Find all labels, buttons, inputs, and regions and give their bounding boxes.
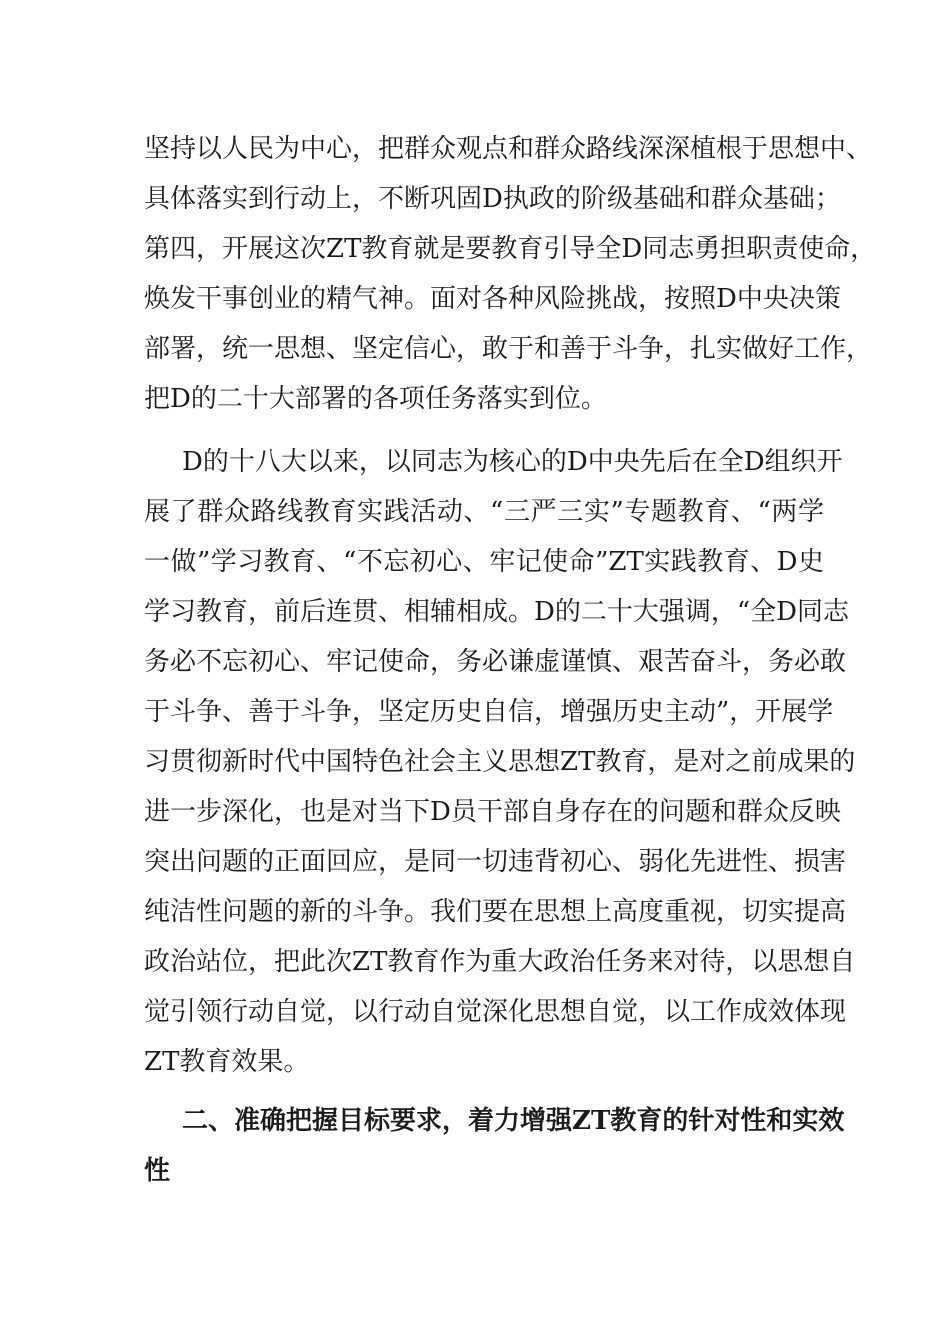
paragraph-line: 习贯彻新时代中国特色社会主义思想ZT教育，是对之前成果的 bbox=[144, 747, 856, 777]
paragraph-line: 务必不忘初心、牢记使命，务必谦虚谨慎、艰苦奋斗，务必敢 bbox=[144, 647, 847, 677]
paragraph-line: 第四，开展这次ZT教育就是要教育引导全D同志勇担职责使命， bbox=[144, 234, 877, 264]
paragraph-line: 突出问题的正面回应，是同一切违背初心、弱化先进性、损害 bbox=[144, 847, 847, 877]
paragraph-line: 具体落实到行动上，不断巩固D执政的阶级基础和群众基础； bbox=[144, 184, 841, 214]
heading-line: 二、准确把握目标要求，着力增强ZT教育的针对性和实效 bbox=[182, 1106, 845, 1136]
paragraph-line: 于斗争、善于斗争，坚定历史自信，增强历史主动”，开展学 bbox=[144, 697, 834, 727]
paragraph-line: ZT教育效果。 bbox=[144, 1047, 310, 1077]
heading-line: 性 bbox=[144, 1156, 171, 1186]
paragraph-line: 纯洁性问题的新的斗争。我们要在思想上高度重视，切实提高 bbox=[144, 897, 847, 927]
paragraph-line: 坚持以人民为中心，把群众观点和群众路线深深植根于思想中、 bbox=[144, 134, 873, 164]
paragraph-line: 展了群众路线教育实践活动、“三严三实”专题教育、“两学 bbox=[144, 497, 824, 527]
paragraph-line: 觉引领行动自觉，以行动自觉深化思想自觉，以工作成效体现 bbox=[144, 997, 847, 1027]
section-heading bbox=[144, 1096, 845, 1196]
paragraph-line: 进一步深化，也是对当下D员干部自身存在的问题和群众反映 bbox=[144, 797, 841, 827]
paragraph-2 bbox=[144, 437, 856, 1087]
paragraph-line: 把D的二十大部署的各项任务落实到位。 bbox=[144, 384, 607, 414]
paragraph-line: 学习教育，前后连贯、相辅相成。D的二十大强调，“全D同志 bbox=[144, 597, 849, 627]
paragraph-line: 政治站位，把此次ZT教育作为重大政治任务来对待，以思想自 bbox=[144, 947, 856, 977]
paragraph-line: 一做”学习教育、“不忘初心、牢记使命”ZT实践教育、D史 bbox=[144, 547, 824, 577]
paragraph-line: D的十八大以来，以同志为核心的D中央先后在全D组织开 bbox=[182, 447, 843, 477]
paragraph-line: 焕发干事创业的精气神。面对各种风险挑战，按照D中央决策 bbox=[144, 284, 841, 314]
paragraph-line: 部署，统一思想、坚定信心，敢于和善于斗争，扎实做好工作， bbox=[144, 334, 873, 364]
paragraph-1 bbox=[144, 124, 877, 424]
